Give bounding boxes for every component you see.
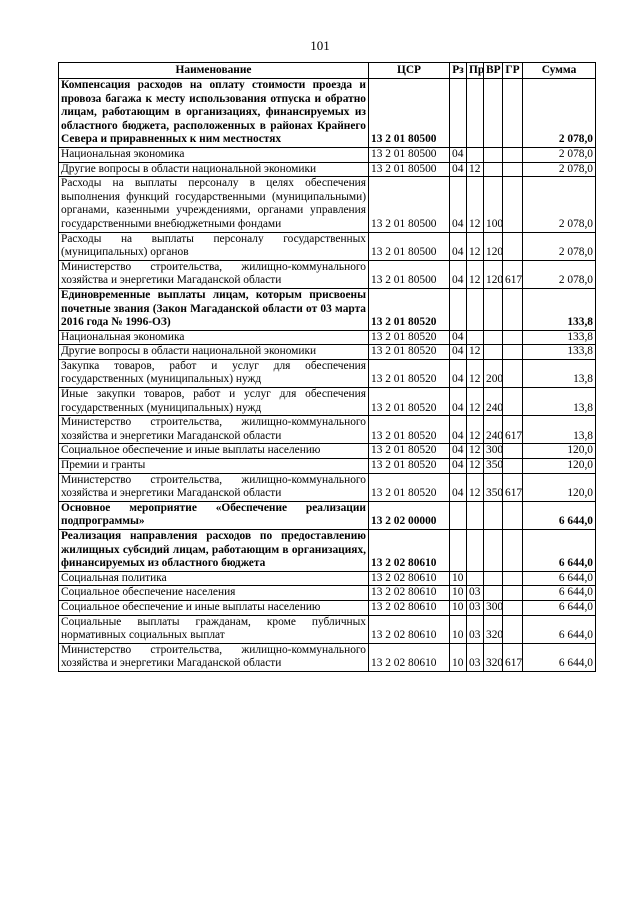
header-vr: ВР [484,63,503,79]
cell-name: Другие вопросы в области национальной экономики [59,345,369,360]
table-row [59,530,596,572]
cell-name: Национальная экономика [59,330,369,345]
header-name: Наименование [59,63,369,79]
header-csr: ЦСР [369,63,450,79]
cell-gr [503,232,523,260]
table-row [59,416,596,444]
table-row [59,359,596,387]
cell-sum: 120,0 [523,459,596,474]
cell-rz: 04 [450,177,467,232]
cell-name: Министерство строительства, жилищно-коммунального хозяйства и энергетики Магаданской области [59,643,369,671]
cell-rz: 04 [450,260,467,288]
cell-sum: 2 078,0 [523,162,596,177]
cell-gr [503,147,523,162]
cell-csr: 13 2 01 80500 [369,260,450,288]
table-row [59,473,596,501]
cell-name: Расходы на выплаты персоналу государственных (муниципальных) органов [59,232,369,260]
cell-vr: 320 [484,643,503,671]
cell-pr: 12 [467,345,484,360]
cell-csr: 13 2 01 80520 [369,388,450,416]
cell-vr [484,288,503,330]
cell-pr: 12 [467,359,484,387]
cell-gr [503,388,523,416]
cell-rz: 04 [450,345,467,360]
cell-pr: 12 [467,388,484,416]
cell-vr [484,162,503,177]
cell-sum: 6 644,0 [523,615,596,643]
cell-pr: 12 [467,459,484,474]
cell-sum: 6 644,0 [523,586,596,601]
cell-pr: 03 [467,600,484,615]
table-row [59,260,596,288]
table-row [59,501,596,529]
cell-sum: 120,0 [523,444,596,459]
cell-csr: 13 2 01 80520 [369,330,450,345]
cell-sum: 133,8 [523,288,596,330]
cell-gr: 617 [503,416,523,444]
cell-rz: 10 [450,643,467,671]
cell-name: Иные закупки товаров, работ и услуг для обеспечения государственных (муниципальных) нужд [59,388,369,416]
cell-rz [450,288,467,330]
cell-csr: 13 2 01 80500 [369,79,450,148]
cell-rz: 10 [450,571,467,586]
cell-sum: 2 078,0 [523,147,596,162]
cell-gr [503,571,523,586]
cell-pr: 12 [467,416,484,444]
cell-vr: 120 [484,232,503,260]
cell-name: Компенсация расходов на оплату стоимости проезда и провоза багажа к месту использования отпуска и обратно лицам, работающим в организациях, финансируемых из областного бюджета, расположенных в районах Крайнего Севера и приравненных к ним местностях [59,79,369,148]
cell-name: Расходы на выплаты персоналу в целях обеспечения выполнения функций государственными (муниципальными) органами, казенными учреждениями, органами управления государственными внебюджетными фондами [59,177,369,232]
table-row [59,600,596,615]
cell-sum: 6 644,0 [523,501,596,529]
cell-pr [467,330,484,345]
cell-pr: 03 [467,586,484,601]
cell-name: Социальное обеспечение населения [59,586,369,601]
cell-name: Министерство строительства, жилищно-коммунального хозяйства и энергетики Магаданской области [59,416,369,444]
cell-gr [503,586,523,601]
cell-rz: 04 [450,232,467,260]
cell-gr [503,330,523,345]
cell-gr [503,501,523,529]
cell-pr: 12 [467,162,484,177]
budget-table [58,62,596,672]
cell-sum: 13,8 [523,388,596,416]
cell-gr [503,177,523,232]
table-row [59,388,596,416]
cell-pr: 12 [467,473,484,501]
cell-sum: 2 078,0 [523,79,596,148]
cell-rz: 04 [450,444,467,459]
cell-name: Национальная экономика [59,147,369,162]
cell-csr: 13 2 01 80520 [369,444,450,459]
cell-vr: 300 [484,600,503,615]
cell-vr: 240 [484,388,503,416]
cell-pr [467,571,484,586]
cell-vr: 100 [484,177,503,232]
cell-rz [450,501,467,529]
table-row [59,615,596,643]
cell-csr: 13 2 01 80520 [369,345,450,360]
cell-pr [467,501,484,529]
cell-csr: 13 2 02 80610 [369,615,450,643]
cell-vr [484,147,503,162]
cell-vr [484,530,503,572]
cell-vr [484,330,503,345]
cell-rz: 04 [450,473,467,501]
cell-csr: 13 2 01 80500 [369,177,450,232]
cell-rz: 04 [450,459,467,474]
cell-pr [467,147,484,162]
cell-vr: 350 [484,459,503,474]
cell-name: Единовременные выплаты лицам, которым присвоены почетные звания (Закон Магаданской области от 03 марта 2016 года № 1996-ОЗ) [59,288,369,330]
cell-pr [467,288,484,330]
cell-rz: 04 [450,416,467,444]
page-number: 101 [310,38,330,53]
cell-vr: 320 [484,615,503,643]
header-gr: ГР [503,63,523,79]
cell-sum: 120,0 [523,473,596,501]
cell-name: Реализация направления расходов по предоставлению жилищных субсидий лицам, работающим в организациях, финансируемых из областного бюджета [59,530,369,572]
cell-sum: 6 644,0 [523,571,596,586]
cell-name: Министерство строительства, жилищно-коммунального хозяйства и энергетики Магаданской области [59,473,369,501]
table-row [59,444,596,459]
header-rz: Рз [450,63,467,79]
cell-name: Социальные выплаты гражданам, кроме публичных нормативных социальных выплат [59,615,369,643]
cell-csr: 13 2 01 80520 [369,288,450,330]
table-row [59,571,596,586]
cell-sum: 2 078,0 [523,260,596,288]
cell-csr: 13 2 01 80500 [369,232,450,260]
cell-rz [450,530,467,572]
cell-name: Министерство строительства, жилищно-коммунального хозяйства и энергетики Магаданской области [59,260,369,288]
cell-csr: 13 2 02 80610 [369,530,450,572]
table-row [59,330,596,345]
table-header-row [59,63,596,79]
table-row [59,147,596,162]
cell-gr: 617 [503,473,523,501]
table-row [59,459,596,474]
cell-vr: 240 [484,416,503,444]
cell-rz: 10 [450,615,467,643]
cell-vr: 200 [484,359,503,387]
cell-sum: 6 644,0 [523,530,596,572]
cell-sum: 2 078,0 [523,177,596,232]
cell-gr [503,600,523,615]
cell-pr: 03 [467,643,484,671]
cell-gr [503,459,523,474]
table-row [59,162,596,177]
cell-gr: 617 [503,643,523,671]
cell-name: Социальная политика [59,571,369,586]
table-row [59,79,596,148]
cell-name: Основное мероприятие «Обеспечение реализации подпрограммы» [59,501,369,529]
cell-gr [503,345,523,360]
header-pr: Пр [467,63,484,79]
cell-name: Премии и гранты [59,459,369,474]
cell-sum: 133,8 [523,330,596,345]
cell-rz [450,79,467,148]
cell-csr: 13 2 02 80610 [369,586,450,601]
cell-gr [503,444,523,459]
table-row [59,345,596,360]
table-row [59,177,596,232]
cell-gr [503,162,523,177]
table-row [59,643,596,671]
table-row [59,232,596,260]
cell-vr [484,79,503,148]
cell-csr: 13 2 01 80500 [369,147,450,162]
cell-gr: 617 [503,260,523,288]
cell-name: Закупка товаров, работ и услуг для обеспечения государственных (муниципальных) нужд [59,359,369,387]
cell-rz: 10 [450,600,467,615]
cell-gr [503,615,523,643]
cell-sum: 13,8 [523,359,596,387]
cell-rz: 04 [450,388,467,416]
cell-pr: 12 [467,260,484,288]
cell-name: Социальное обеспечение и иные выплаты населению [59,600,369,615]
cell-pr: 03 [467,615,484,643]
cell-sum: 6 644,0 [523,600,596,615]
cell-pr: 12 [467,177,484,232]
cell-name: Другие вопросы в области национальной экономики [59,162,369,177]
cell-pr: 12 [467,232,484,260]
cell-sum: 13,8 [523,416,596,444]
cell-rz: 10 [450,586,467,601]
table-row [59,586,596,601]
cell-rz: 04 [450,162,467,177]
cell-vr: 300 [484,444,503,459]
cell-sum: 133,8 [523,345,596,360]
cell-csr: 13 2 01 80500 [369,162,450,177]
cell-csr: 13 2 01 80520 [369,359,450,387]
cell-csr: 13 2 01 80520 [369,416,450,444]
cell-rz: 04 [450,359,467,387]
cell-csr: 13 2 02 80610 [369,600,450,615]
cell-vr [484,586,503,601]
cell-vr [484,345,503,360]
cell-csr: 13 2 02 00000 [369,501,450,529]
cell-vr: 120 [484,260,503,288]
cell-sum: 2 078,0 [523,232,596,260]
cell-gr [503,530,523,572]
cell-rz: 04 [450,147,467,162]
cell-csr: 13 2 02 80610 [369,571,450,586]
cell-pr [467,79,484,148]
cell-csr: 13 2 01 80520 [369,459,450,474]
cell-vr [484,571,503,586]
cell-gr [503,359,523,387]
cell-pr [467,530,484,572]
cell-csr: 13 2 01 80520 [369,473,450,501]
table-body [59,79,596,672]
cell-gr [503,79,523,148]
cell-vr: 350 [484,473,503,501]
cell-gr [503,288,523,330]
cell-rz: 04 [450,330,467,345]
cell-pr: 12 [467,444,484,459]
cell-csr: 13 2 02 80610 [369,643,450,671]
cell-sum: 6 644,0 [523,643,596,671]
table-row [59,288,596,330]
header-sum: Сумма [523,63,596,79]
cell-name: Социальное обеспечение и иные выплаты населению [59,444,369,459]
cell-vr [484,501,503,529]
